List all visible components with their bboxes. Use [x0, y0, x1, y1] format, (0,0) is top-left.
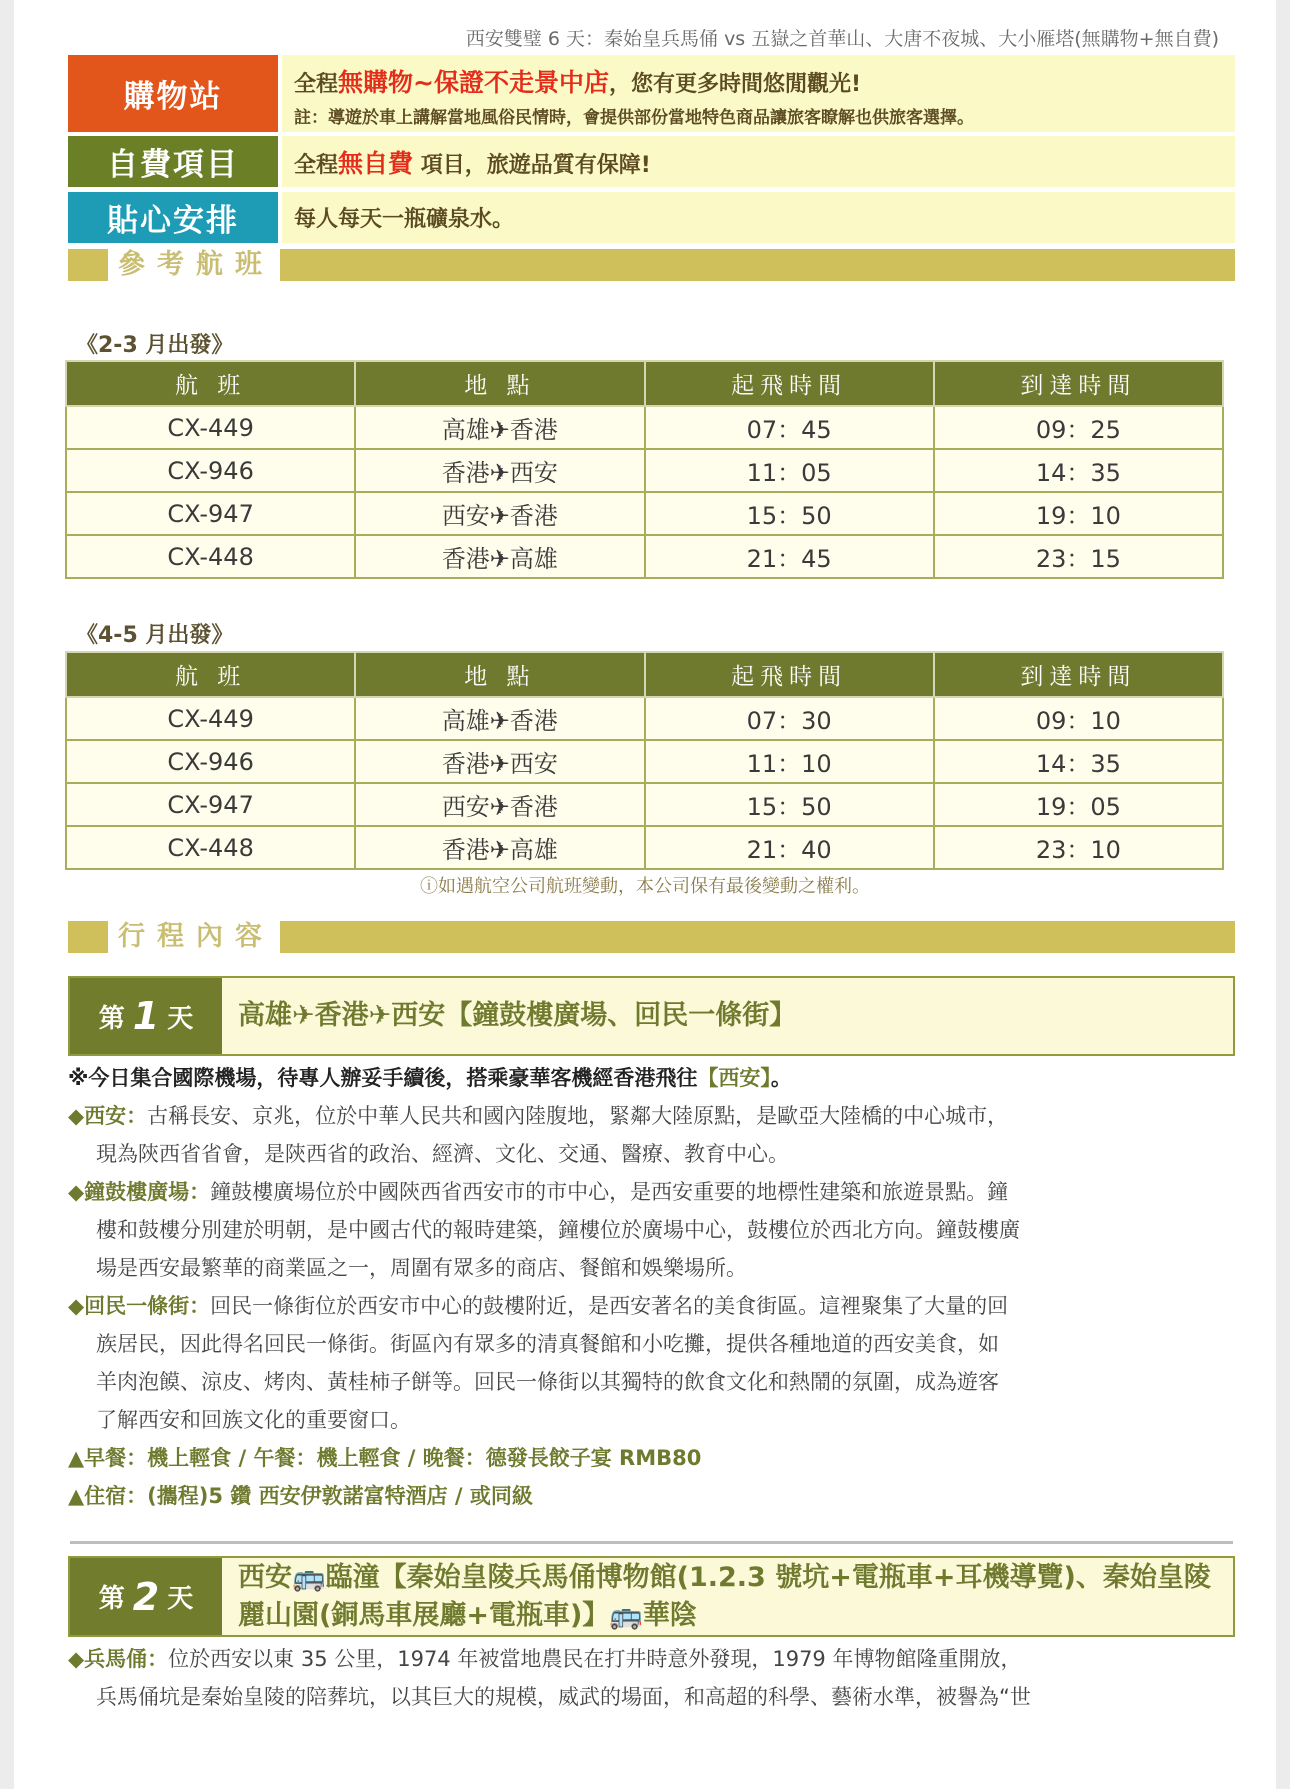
- table-row: [66, 449, 1223, 492]
- intro-end: 。: [770, 1066, 792, 1090]
- day1-intro: [68, 1059, 1238, 1097]
- day2-title: [238, 1558, 1225, 1635]
- flight-code: CX-947: [66, 492, 355, 535]
- day-prefix: 第: [98, 1003, 125, 1034]
- list-item: [68, 1640, 1238, 1678]
- flight-route: 西安✈香港: [355, 492, 644, 535]
- optional-row: [68, 136, 1235, 187]
- optional-pre: 全程: [294, 152, 339, 178]
- intro-text: ※今日集合國際機場，待專人辦妥手續後，搭乘豪華客機經香港飛往: [68, 1066, 698, 1090]
- list-item: [68, 1097, 1238, 1135]
- day-number: 1: [132, 994, 160, 1038]
- shopping-content: [282, 55, 1235, 132]
- list-item: [68, 1287, 1238, 1325]
- flight-arrive: 09：25: [934, 406, 1223, 449]
- section-itinerary-title: 行程內容: [118, 921, 274, 952]
- col-header-depart: 起飛時間: [645, 652, 934, 697]
- section-itinerary-bar: [68, 921, 1235, 953]
- day-suffix: 天: [167, 1003, 194, 1034]
- flight-depart: 21：45: [645, 535, 934, 578]
- care-text: 每人每天一瓶礦泉水。: [294, 207, 515, 232]
- flight-code: CX-448: [66, 826, 355, 869]
- item-text-cont: 族居民，因此得名回民一條街。街區內有眾多的清真餐館和小吃攤，提供各種地道的西安美食，如: [96, 1332, 999, 1356]
- item-text: 古稱長安、京兆，位於中華人民共和國內陸腹地，緊鄰大陸原點，是歐亞大陸橋的中心城市，: [147, 1104, 1009, 1128]
- table-row: [66, 406, 1223, 449]
- day1-badge: [70, 978, 222, 1054]
- day2-title-line2: 麗山園(銅馬車展廳+電瓶車)】🚌華陰: [238, 1599, 697, 1631]
- item-text-cont: 場是西安最繁華的商業區之一，周圍有眾多的商店、餐館和娛樂場所。: [96, 1256, 747, 1280]
- shopping-highlight: 無購物~保證不走景中店: [338, 68, 609, 97]
- flight-arrive: 23：15: [934, 535, 1223, 578]
- care-row: [68, 192, 1235, 243]
- col-header-arrive: 到達時間: [934, 361, 1223, 406]
- shopping-note: 註：導遊於車上講解當地風俗民情時，會提供部份當地特色商品讓旅客瞭解也供旅客選擇。: [294, 108, 974, 128]
- table-row: [66, 697, 1223, 740]
- day1-body: [68, 1059, 1238, 1515]
- shopping-row: [68, 55, 1235, 132]
- table-row: [66, 535, 1223, 578]
- flight-code: CX-946: [66, 449, 355, 492]
- day-number: 2: [132, 1574, 160, 1619]
- item-text-cont: 了解西安和回族文化的重要窗口。: [96, 1408, 411, 1432]
- day1-header: [68, 976, 1235, 1056]
- optional-label: 自費項目: [68, 136, 278, 187]
- flight-change-note: ⓘ如遇航空公司航班變動，本公司保有最後變動之權利。: [420, 876, 870, 897]
- day2-header: [68, 1556, 1235, 1637]
- page: [14, 0, 1276, 1789]
- shopping-post: ，您有更多時間悠閒觀光!: [608, 72, 862, 97]
- care-content: [282, 192, 1235, 243]
- flight-arrive: 19：05: [934, 783, 1223, 826]
- day-suffix: 天: [167, 1584, 194, 1614]
- flight-code: CX-448: [66, 535, 355, 578]
- flights-group-2-title: 《4-5 月出發》: [76, 623, 234, 648]
- divider: [70, 1541, 1233, 1544]
- day1-hotel: ▲住宿：(攜程)5 鑽 西安伊敦諾富特酒店 / 或同級: [68, 1484, 533, 1508]
- col-header-flight: 航 班: [66, 652, 355, 697]
- intro-highlight: 【西安】: [697, 1066, 771, 1090]
- flight-depart: 21：40: [645, 826, 934, 869]
- shopping-label: 購物站: [68, 55, 278, 132]
- item-text: 鐘鼓樓廣場位於中國陝西省西安市的市中心，是西安重要的地標性建築和旅遊景點。鐘: [210, 1180, 1009, 1204]
- table-row: [66, 492, 1223, 535]
- flight-depart: 15：50: [645, 783, 934, 826]
- flight-code: CX-449: [66, 697, 355, 740]
- tour-title: 西安雙璧 6 天：秦始皇兵馬俑 vs 五嶽之首華山、大唐不夜城、大小雁塔(無購物+無自費): [465, 28, 1219, 50]
- col-header-flight: 航 班: [66, 361, 355, 406]
- flight-code: CX-947: [66, 783, 355, 826]
- flights-table-1: [65, 360, 1224, 579]
- flight-route: 香港✈西安: [355, 740, 644, 783]
- day2-title-line1: 西安🚌臨潼【秦始皇陵兵馬俑博物館(1.2.3 號坑+電瓶車+耳機導覽)、秦始皇陵: [238, 1561, 1211, 1593]
- day2-body: [68, 1640, 1238, 1716]
- item-key: ◆兵馬俑：: [68, 1647, 169, 1671]
- table-row: [66, 740, 1223, 783]
- flight-route: 香港✈高雄: [355, 826, 644, 869]
- flight-arrive: 09：10: [934, 697, 1223, 740]
- col-header-depart: 起飛時間: [645, 361, 934, 406]
- flight-arrive: 14：35: [934, 740, 1223, 783]
- item-text-cont: 兵馬俑坑是秦始皇陵的陪葬坑，以其巨大的規模，威武的場面，和高超的科學、藝術水準，被譽為“世: [96, 1685, 1031, 1709]
- optional-highlight: 無自費: [338, 148, 414, 178]
- flight-depart: 07：30: [645, 697, 934, 740]
- section-flights-bar: [68, 249, 1235, 281]
- optional-content: [282, 136, 1235, 187]
- optional-post: 項目，旅遊品質有保障!: [413, 152, 651, 178]
- flight-route: 香港✈西安: [355, 449, 644, 492]
- flight-arrive: 23：10: [934, 826, 1223, 869]
- flight-code: CX-946: [66, 740, 355, 783]
- flight-arrive: 14：35: [934, 449, 1223, 492]
- flight-depart: 11：10: [645, 740, 934, 783]
- flight-route: 西安✈香港: [355, 783, 644, 826]
- flight-route: 高雄✈香港: [355, 697, 644, 740]
- flight-depart: 11：05: [645, 449, 934, 492]
- item-text-cont: 羊肉泡饃、涼皮、烤肉、黃桂柿子餅等。回民一條街以其獨特的飲食文化和熱鬧的氛圍，成為遊客: [96, 1370, 999, 1394]
- col-header-arrive: 到達時間: [934, 652, 1223, 697]
- flights-table-2: [65, 651, 1224, 870]
- day1-title: 高雄✈香港✈西安【鐘鼓樓廣場、回民一條街】: [238, 1000, 797, 1031]
- table-row: [66, 783, 1223, 826]
- flight-route: 香港✈高雄: [355, 535, 644, 578]
- list-item: [68, 1173, 1238, 1211]
- flights-group-1-title: 《2-3 月出發》: [76, 333, 234, 358]
- item-key: ◆西安：: [68, 1104, 148, 1128]
- col-header-route: 地 點: [355, 361, 644, 406]
- section-flights-title: 參考航班: [118, 249, 274, 280]
- item-key: ◆回民一條街：: [68, 1294, 211, 1318]
- shopping-pre: 全程: [294, 72, 339, 97]
- item-key: ◆鐘鼓樓廣場：: [68, 1180, 211, 1204]
- col-header-route: 地 點: [355, 652, 644, 697]
- flight-depart: 07：45: [645, 406, 934, 449]
- day1-meals: ▲早餐：機上輕食 / 午餐：機上輕食 / 晚餐：德發長餃子宴 RMB80: [68, 1446, 702, 1470]
- item-text: 回民一條街位於西安市中心的鼓樓附近，是西安著名的美食街區。這裡聚集了大量的回: [210, 1294, 1009, 1318]
- day-prefix: 第: [98, 1584, 125, 1614]
- flight-arrive: 19：10: [934, 492, 1223, 535]
- care-label: 貼心安排: [68, 192, 278, 243]
- table-row: [66, 826, 1223, 869]
- flight-code: CX-449: [66, 406, 355, 449]
- day2-badge: [70, 1558, 222, 1635]
- item-text-cont: 樓和鼓樓分別建於明朝，是中國古代的報時建築，鐘樓位於廣場中心，鼓樓位於西北方向。鐘鼓樓廣: [96, 1218, 1020, 1242]
- item-text: 位於西安以東 35 公里，1974 年被當地農民在打井時意外發現，1979 年博物館隆重開放，: [168, 1647, 1022, 1671]
- flight-depart: 15：50: [645, 492, 934, 535]
- flight-route: 高雄✈香港: [355, 406, 644, 449]
- item-text-cont: 現為陝西省省會，是陝西省的政治、經濟、文化、交通、醫療、教育中心。: [96, 1142, 789, 1166]
